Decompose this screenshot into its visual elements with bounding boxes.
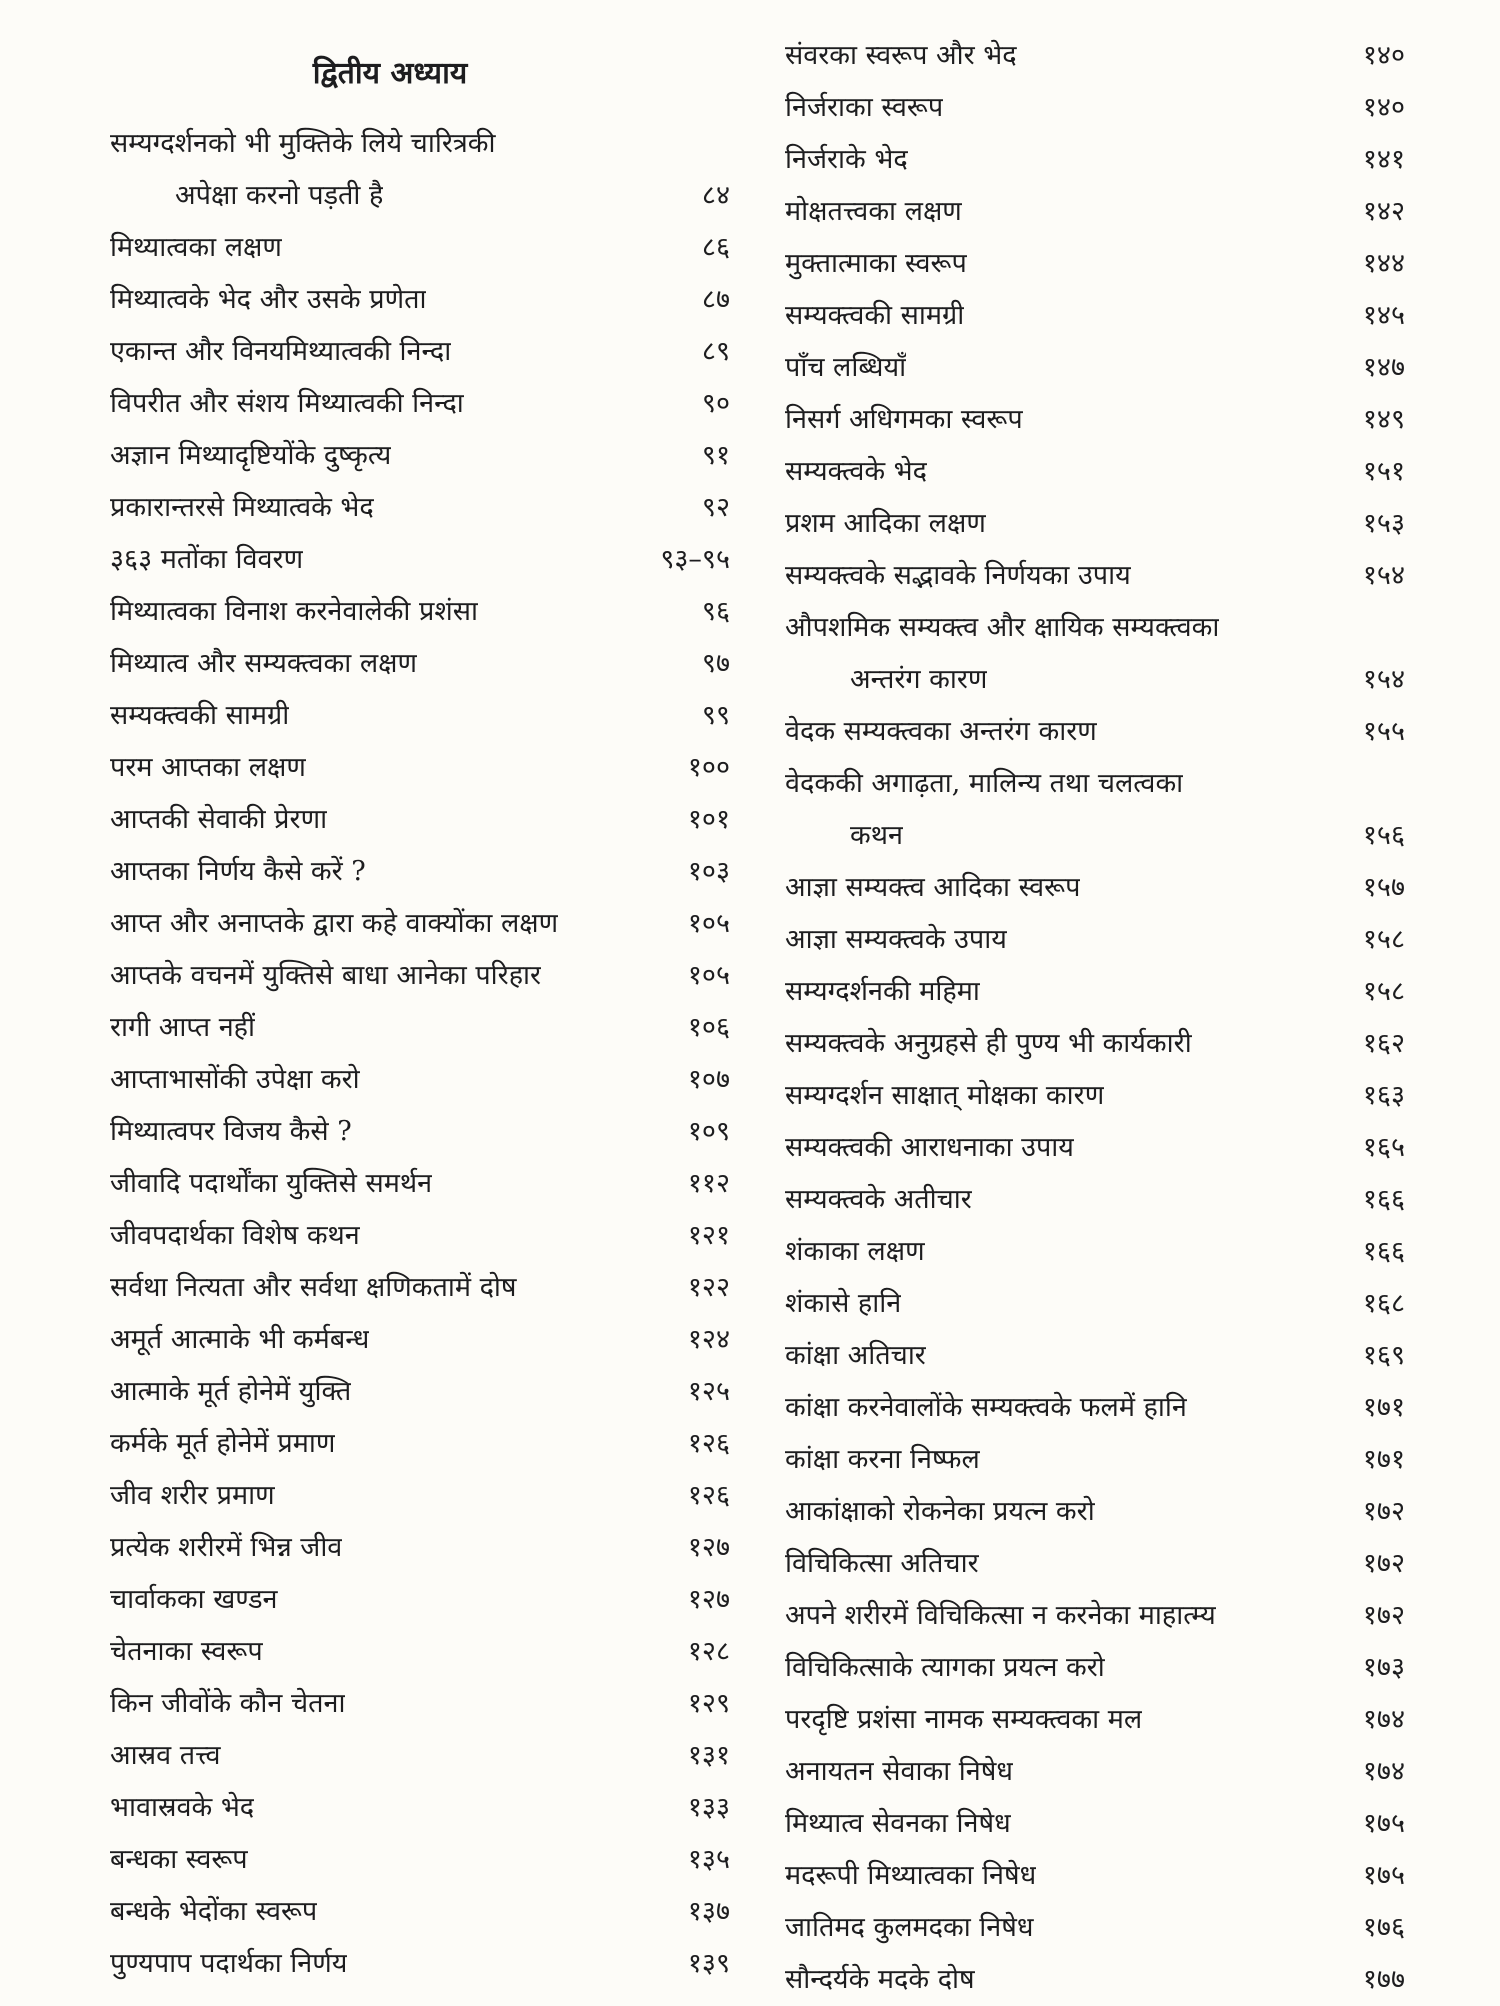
toc-entry [110,794,730,846]
toc-entry-row [110,1834,730,1886]
toc-entry-row [785,1694,1405,1746]
toc-entry-title: सम्यक्त्वकी सामग्री [110,700,290,731]
toc-entry-title: मिथ्यात्व सेवनका निषेध [785,1808,1011,1839]
toc-entry-row [785,1226,1405,1278]
toc-entry [110,1782,730,1834]
toc-entry-title: विपरीत और संशय मिथ्यात्वकी निन्दा [110,388,464,419]
toc-entry [785,1954,1405,2006]
toc-page-number: १४४ [1362,248,1405,279]
toc-entry-row [110,1054,730,1106]
toc-entry-title: वेदक सम्यक्त्वका अन्तरंग कारण [785,716,1097,747]
toc-entry-title: मिथ्यात्वपर विजय कैसे ? [110,1116,352,1147]
toc-entry-row [785,706,1405,758]
toc-entry [785,1226,1405,1278]
toc-entry-title: सौन्दर्यके मदके दोष [785,1964,975,1995]
toc-page-number: १७५ [1362,1860,1405,1891]
toc-page-number: ८९ [701,336,730,367]
toc-page-number: १२४ [687,1324,730,1355]
toc-page-number: १४१ [1362,144,1405,175]
toc-entry-row [785,1330,1405,1382]
toc-entry [110,534,730,586]
toc-entry-continuation: कथन [850,820,903,851]
toc-entry-row [785,1434,1405,1486]
toc-entry-title: सम्यक्त्वके भेद [785,456,927,487]
toc-entry-row [110,1938,730,1990]
toc-entry-row [110,1366,730,1418]
toc-entry [110,586,730,638]
toc-entry-title: परम आप्तका लक्षण [110,752,306,783]
toc-page-number: १७४ [1362,1756,1405,1787]
toc-entry-row [110,1262,730,1314]
toc-entry [110,430,730,482]
toc-entry [110,1002,730,1054]
toc-entry-title: आप्तके वचनमें युक्तिसे बाधा आनेका परिहार [110,960,542,991]
toc-entry [785,1694,1405,1746]
toc-page-number: १५४ [1362,664,1405,695]
toc-entry-title: सर्वथा नित्यता और सर्वथा क्षणिकतामें दोष [110,1272,517,1303]
toc-entry [785,238,1405,290]
toc-page-number: ८४ [701,180,730,211]
toc-entry-title: सम्यग्दर्शनको भी मुक्तिके लिये चारित्रकी [110,128,496,159]
toc-entry [785,498,1405,550]
toc-entry-title: अपने शरीरमें विचिकित्सा न करनेका माहात्म्य [785,1600,1216,1631]
toc-entry-row [110,1782,730,1834]
toc-entry [785,706,1405,758]
toc-entry-row [110,1626,730,1678]
toc-entry [785,1746,1405,1798]
toc-page-number: ९९ [701,700,730,731]
toc-entry-row [785,1174,1405,1226]
toc-entry [110,1158,730,1210]
toc-entry-title: पुण्यपाप पदार्थका निर्णय [110,1948,348,1979]
toc-page-number: १६२ [1362,1028,1405,1059]
toc-entry-row [785,862,1405,914]
toc-entry-title: प्रकारान्तरसे मिथ्यात्वके भेद [110,492,374,523]
toc-entry-title: वेदककी अगाढ़ता, मालिन्य तथा चलत्वका [785,768,1184,799]
toc-entry-continuation: अपेक्षा करनो पड़ती है [175,180,384,211]
toc-entry-title: आकांक्षाको रोकनेका प्रयत्न करो [785,1496,1095,1527]
toc-entry-title: सम्यक्त्वकी सामग्री [785,300,965,331]
toc-entry [785,1642,1405,1694]
toc-entry-title: एकान्त और विनयमिथ्यात्वकी निन्दा [110,336,452,367]
toc-page-number: १३७ [687,1896,730,1927]
toc-page-number: १०९ [687,1116,730,1147]
toc-entry-row [110,846,730,898]
toc-entry [785,1122,1405,1174]
toc-entry-title: जातिमद कुलमदका निषेध [785,1912,1034,1943]
toc-entry-title: आज्ञा सम्यक्त्व आदिका स्वरूप [785,872,1081,903]
toc-entry-row [110,1210,730,1262]
toc-entry-row [785,82,1405,134]
toc-page-number: १५५ [1362,716,1405,747]
toc-entry-title: जीव शरीर प्रमाण [110,1480,275,1511]
toc-entry-row [785,186,1405,238]
toc-page-number: ९० [701,388,730,419]
toc-entry-row [110,1522,730,1574]
toc-page-number: १६३ [1362,1080,1405,1111]
toc-entry-row [785,1070,1405,1122]
toc-entry [785,1902,1405,1954]
toc-page-number: १५४ [1362,560,1405,591]
toc-entry-row [110,950,730,1002]
toc-page-number: १४७ [1362,352,1405,383]
toc-entry-title: शंकासे हानि [785,1288,902,1319]
toc-page-number: ९६ [701,596,730,627]
toc-entry-row [785,1954,1405,2006]
toc-entry [110,1314,730,1366]
toc-entry [785,186,1405,238]
toc-page-number: ९७ [701,648,730,679]
toc-entry-row [785,290,1405,342]
toc-entry-title: औपशमिक सम्यक्त्व और क्षायिक सम्यक्त्वका [785,612,1220,643]
toc-entry-continuation-row [110,170,730,222]
toc-page-number: १४२ [1362,196,1405,227]
toc-entry-title: विचिकित्सा अतिचार [785,1548,979,1579]
toc-page-number: १७३ [1362,1652,1405,1683]
toc-page-number: १०० [687,752,730,783]
toc-entry [785,1798,1405,1850]
toc-entry [785,758,1405,862]
toc-page-number: १५८ [1362,976,1405,1007]
toc-entry-title: अज्ञान मिथ्यादृष्टियोंके दुष्कृत्य [110,440,392,471]
toc-entry-title: आस्रव तत्त्व [110,1740,221,1771]
toc-entry [785,290,1405,342]
toc-entry [110,742,730,794]
toc-entry-title: सम्यक्त्वके सद्भावके निर्णयका उपाय [785,560,1131,591]
toc-entry-row [110,638,730,690]
toc-entry-title: किन जीवोंके कौन चेतना [110,1688,346,1719]
toc-entry-row [785,1850,1405,1902]
toc-entry [110,222,730,274]
toc-entry-title: सम्यक्त्वके अतीचार [785,1184,972,1215]
toc-entry-row [785,1642,1405,1694]
toc-page-number: १२८ [687,1636,730,1667]
toc-entry [785,1174,1405,1226]
toc-entry [110,1730,730,1782]
toc-entry-row [785,914,1405,966]
toc-entry-title: आप्ताभासोंकी उपेक्षा करो [110,1064,360,1095]
toc-entry [785,914,1405,966]
toc-page-number: १२१ [687,1220,730,1251]
toc-page-number: ११२ [687,1168,730,1199]
toc-entry-title: विचिकित्साके त्यागका प्रयत्न करो [785,1652,1105,1683]
toc-page-number: १०१ [687,804,730,835]
toc-entry-row [785,1382,1405,1434]
toc-page-number: १६५ [1362,1132,1405,1163]
toc-entry-row [785,966,1405,1018]
toc-entry [110,1054,730,1106]
toc-entry [110,378,730,430]
toc-entry-row [110,1106,730,1158]
toc-page-number: १७१ [1362,1392,1405,1423]
toc-entry-title: मिथ्यात्वके भेद और उसके प्रणेता [110,284,427,315]
toc-entry-row [110,378,730,430]
toc-entry-title: कर्मके मूर्त होनेमें प्रमाण [110,1428,336,1459]
toc-page-number: १७२ [1362,1548,1405,1579]
toc-entry-title: अनायतन सेवाका निषेध [785,1756,1013,1787]
toc-entry [785,1018,1405,1070]
toc-entry-title: बन्धके भेदोंका स्वरूप [110,1896,318,1927]
toc-entry-title: आप्तकी सेवाकी प्रेरणा [110,804,328,835]
toc-entry-title: आत्माके मूर्त होनेमें युक्ति [110,1376,352,1407]
toc-entry-row [110,794,730,846]
toc-page-number: १७६ [1362,1912,1405,1943]
toc-entry-row [110,1470,730,1522]
toc-entry-row [110,274,730,326]
toc-entry-title: निसर्ग अधिगमका स्वरूप [785,404,1023,435]
toc-entry-title: प्रत्येक शरीरमें भिन्न जीव [110,1532,343,1563]
toc-entry-title: जीवादि पदार्थोंका युक्तिसे समर्थन [110,1168,433,1199]
chapter-heading: द्वितीय अध्याय [312,56,468,91]
toc-page-number: १७१ [1362,1444,1405,1475]
toc-entry-title: अमूर्त आत्माके भी कर्मबन्ध [110,1324,370,1355]
toc-page-number: १३५ [687,1844,730,1875]
toc-entry-row [110,222,730,274]
toc-entry-row [110,326,730,378]
toc-entry-title: निर्जराके भेद [785,144,908,175]
toc-page-number: ८७ [701,284,730,315]
toc-entry [785,134,1405,186]
toc-entry-row [110,482,730,534]
toc-entry-title: आप्त और अनाप्तके द्वारा कहे वाक्योंका लक्षण [110,908,559,939]
toc-entry-row [785,342,1405,394]
toc-entry-title: परदृष्टि प्रशंसा नामक सम्यक्त्वका मल [785,1704,1143,1735]
toc-entry-title: संवरका स्वरूप और भेद [785,40,1017,71]
toc-page-number: १४५ [1362,300,1405,331]
toc-page-number: १२९ [687,1688,730,1719]
toc-entry-row [110,1418,730,1470]
toc-entry-title: चेतनाका स्वरूप [110,1636,263,1667]
toc-entry-title: निर्जराका स्वरूप [785,92,944,123]
toc-entry-title: मिथ्यात्वका लक्षण [110,232,282,263]
toc-entry-row [785,134,1405,186]
toc-entry [785,602,1405,706]
toc-entry [110,274,730,326]
toc-entry-row [785,550,1405,602]
toc-entry [110,1470,730,1522]
toc-entry [110,1366,730,1418]
toc-page-number: १२७ [687,1532,730,1563]
toc-entry [785,862,1405,914]
toc-entry-title: मुक्तात्माका स्वरूप [785,248,967,279]
toc-entry-title: बन्धका स्वरूप [110,1844,248,1875]
toc-entry-title: कांक्षा अतिचार [785,1340,926,1371]
toc-entry-continuation: अन्तरंग कारण [850,664,988,695]
toc-page-number: १५७ [1362,872,1405,903]
toc-entry-title: सम्यक्त्वके अनुग्रहसे ही पुण्य भी कार्यकारी [785,1028,1192,1059]
toc-entry [785,1382,1405,1434]
toc-entry-row [110,1002,730,1054]
toc-entry-row [785,1486,1405,1538]
toc-entry-row [785,498,1405,550]
toc-entry-row [110,1158,730,1210]
toc-entry-title: रागी आप्त नहीं [110,1012,256,1043]
toc-entry-title: प्रशम आदिका लक्षण [785,508,986,539]
toc-entry [110,118,730,222]
toc-entry-title: सम्यक्त्वकी आराधनाका उपाय [785,1132,1074,1163]
toc-entry [785,30,1405,82]
toc-entry [785,446,1405,498]
toc-page-number: १३९ [687,1948,730,1979]
toc-page-number: १६६ [1362,1236,1405,1267]
toc-page-number: ८६ [701,232,730,263]
toc-entry-title: कांक्षा करना निष्फल [785,1444,980,1475]
toc-entry [110,898,730,950]
toc-page-number: १६८ [1362,1288,1405,1319]
toc-entry [110,846,730,898]
toc-page-number: १७५ [1362,1808,1405,1839]
toc-page-number: १२७ [687,1584,730,1615]
toc-entry-title: आप्तका निर्णय कैसे करें ? [110,856,366,887]
toc-entry-row [785,758,1405,810]
toc-page-number: १७२ [1362,1496,1405,1527]
toc-entry-row [110,586,730,638]
toc-entry [110,1262,730,1314]
toc-entry-row [110,1314,730,1366]
toc-page-number: १४० [1362,40,1405,71]
toc-entry-row [785,602,1405,654]
toc-entry-title: मोक्षतत्त्वका लक्षण [785,196,962,227]
toc-entry-title: पाँच लब्धियाँ [785,352,907,383]
left-column [110,30,730,1990]
toc-page-number: ९१ [701,440,730,471]
toc-entry-row [785,1018,1405,1070]
toc-page-number: १७४ [1362,1704,1405,1735]
toc-page-number: १०६ [687,1012,730,1043]
toc-entry [110,1574,730,1626]
toc-page-number: १५३ [1362,508,1405,539]
toc-entry [785,966,1405,1018]
toc-page-number: १६९ [1362,1340,1405,1371]
toc-entry-row [785,394,1405,446]
toc-entry-title: सम्यग्दर्शनकी महिमा [785,976,980,1007]
toc-entry [785,1278,1405,1330]
toc-page-number: १०५ [687,908,730,939]
toc-entry-title: मिथ्यात्व और सम्यक्त्वका लक्षण [110,648,418,679]
toc-entry-title: सम्यग्दर्शन साक्षात् मोक्षका कारण [785,1080,1105,1111]
toc-page-number: ९२ [701,492,730,523]
toc-entry [110,1886,730,1938]
toc-entry [110,1678,730,1730]
toc-entry-row [785,1798,1405,1850]
toc-page-number: १२५ [687,1376,730,1407]
toc-entry-row [785,1902,1405,1954]
toc-entry-row [110,1574,730,1626]
toc-page-number: १५८ [1362,924,1405,955]
toc-page-number: १२६ [687,1480,730,1511]
toc-entry-title: भावास्रवके भेद [110,1792,255,1823]
toc-entry-row [110,742,730,794]
toc-entry-row [785,1538,1405,1590]
right-column [785,30,1405,2006]
toc-entry [110,1834,730,1886]
toc-entry-row [110,534,730,586]
toc-entry [785,1590,1405,1642]
toc-entry-row [785,446,1405,498]
toc-entry-row [110,1730,730,1782]
toc-entry-row [785,238,1405,290]
toc-page-number: १५६ [1362,820,1405,851]
toc-entry [785,1330,1405,1382]
toc-entry [785,1070,1405,1122]
toc-page-number: १०७ [687,1064,730,1095]
toc-entry [110,690,730,742]
toc-entry [785,1434,1405,1486]
toc-entry-row [110,1886,730,1938]
toc-entry [785,550,1405,602]
toc-entry [110,326,730,378]
toc-entry-title: शंकाका लक्षण [785,1236,925,1267]
toc-page-number: १५१ [1362,456,1405,487]
toc-entry [785,82,1405,134]
toc-page-number: १४९ [1362,404,1405,435]
toc-entry-row [785,1278,1405,1330]
toc-entry [785,1850,1405,1902]
toc-entry [785,342,1405,394]
toc-page-number: १०५ [687,960,730,991]
toc-entry [110,482,730,534]
toc-entry [110,1626,730,1678]
toc-entry [110,950,730,1002]
toc-entry [785,1486,1405,1538]
toc-page-number: १३३ [687,1792,730,1823]
toc-entry-continuation-row [785,654,1405,706]
toc-entry-row [110,118,730,170]
toc-page-number: १२६ [687,1428,730,1459]
toc-entry-title: चार्वाकका खण्डन [110,1584,278,1615]
toc-entry-title: मदरूपी मिथ्यात्वका निषेध [785,1860,1037,1891]
toc-entry-row [110,430,730,482]
toc-page-number: ९३–९५ [660,544,730,575]
toc-page-number: १४० [1362,92,1405,123]
toc-entry [785,1538,1405,1590]
toc-entry-title: जीवपदार्थका विशेष कथन [110,1220,360,1251]
toc-entry [110,1210,730,1262]
toc-page-number: १३१ [687,1740,730,1771]
toc-entry [110,638,730,690]
toc-entry-row [785,1746,1405,1798]
toc-entry-title: ३६३ मतोंका विवरण [110,544,304,575]
toc-page-number: १७७ [1362,1964,1405,1995]
toc-entry [110,1522,730,1574]
toc-entry-row [110,898,730,950]
toc-page-number: १६६ [1362,1184,1405,1215]
toc-page-number: १०३ [687,856,730,887]
toc-entry [110,1938,730,1990]
toc-entry-row [785,30,1405,82]
toc-entry-title: मिथ्यात्वका विनाश करनेवालेकी प्रशंसा [110,596,478,627]
toc-entry [785,394,1405,446]
toc-entry-row [785,1590,1405,1642]
toc-page-number: १७२ [1362,1600,1405,1631]
toc-entry-title: आज्ञा सम्यक्त्वके उपाय [785,924,1007,955]
toc-entry [110,1418,730,1470]
toc-entry-row [110,690,730,742]
toc-entry-row [785,1122,1405,1174]
toc-entry-continuation-row [785,810,1405,862]
toc-entry [110,1106,730,1158]
toc-entry-title: कांक्षा करनेवालोंके सम्यक्त्वके फलमें हानि [785,1392,1187,1423]
toc-entry-row [110,1678,730,1730]
toc-page-number: १२२ [687,1272,730,1303]
